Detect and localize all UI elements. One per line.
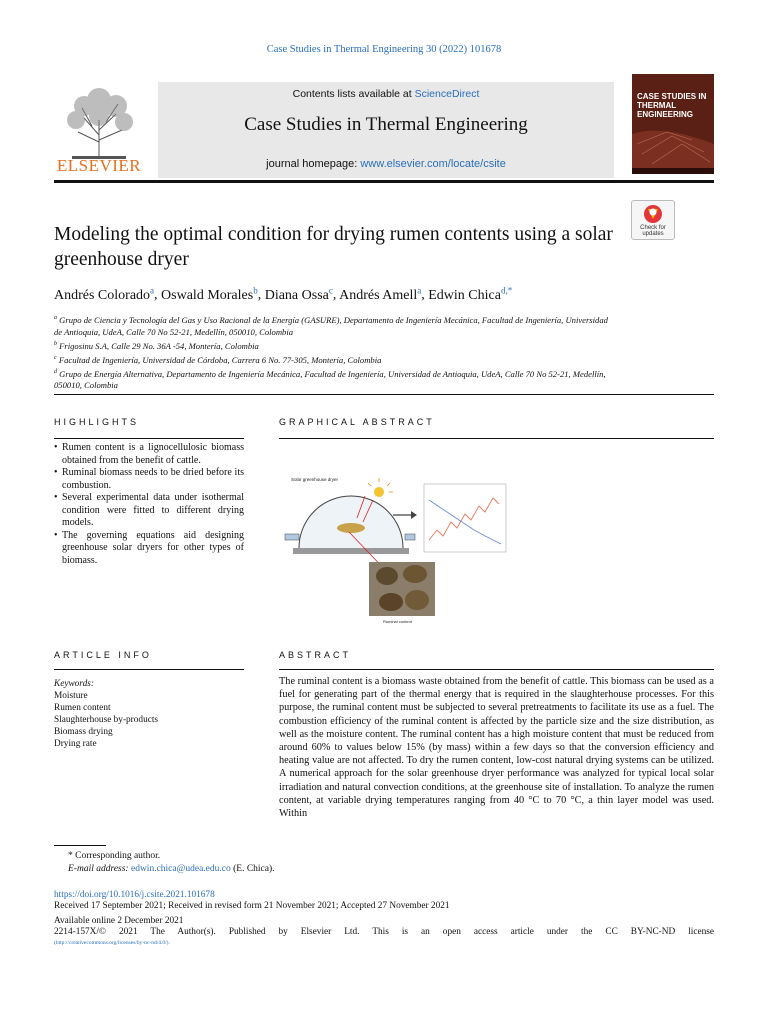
- keyword: Drying rate: [54, 739, 97, 749]
- section-rule: [54, 394, 714, 395]
- author[interactable]: Edwin Chica$^{d,*}$: [428, 285, 513, 303]
- highlight-item: • Ruminal biomass needs to be dried before its combustion.: [54, 467, 244, 492]
- highlight-item: • Several experimental data under isothermal condition were fitted to different drying models.: [54, 492, 244, 530]
- article-info-heading: ARTICLE INFO: [54, 650, 152, 660]
- affiliation: $^b$ Frigosinu S.A, Calle 29 No. 36A -54, Montería, Colombia: [54, 340, 259, 351]
- journal-masthead: [54, 74, 714, 178]
- keyword: Slaughterhouse by-products: [54, 715, 159, 725]
- article-info: [54, 678, 244, 750]
- abstract-rule: [279, 669, 714, 670]
- publication-info: [54, 890, 714, 949]
- rumen-content-photo: [369, 562, 435, 624]
- author[interactable]: Oswald Morales$^b$: [161, 285, 258, 303]
- keywords-label: Keywords:: [54, 679, 94, 689]
- affiliation: $^d$ Grupo de Energía Alternativa, Departamento de Ingeniería Mecánica, Facultad de Ingeniería, Universidad de Antioquia, UdeA, Calle 70 No 52-21, Medellín, 050010, Colombia: [54, 368, 606, 391]
- author-affiliation-mark: c: [328, 285, 333, 295]
- affiliation: $^c$ Facultad de Ingeniería, Universidad de Córdoba, Carrera 6 No. 77-305, Montería, Colombia: [54, 354, 382, 365]
- article-info-rule: [54, 669, 244, 670]
- check-for-updates-button[interactable]: [631, 200, 675, 240]
- journal-cover-image[interactable]: [632, 74, 714, 174]
- footnote: [68, 850, 275, 876]
- homepage-line: [158, 158, 614, 170]
- keyword: Moisture: [54, 691, 88, 701]
- header-rule: [54, 180, 714, 183]
- license-statement: 2214-157X/© 2021 The Author(s). Published by Elsevier Ltd. This is an open access article under the CC BY-NC-ND license: [54, 927, 714, 937]
- journal-reference[interactable]: Case Studies in Thermal Engineering 30 (2022) 101678: [266, 44, 502, 55]
- highlight-item: • The governing equations aid designing greenhouse solar dryers for other types of biomass.: [54, 530, 244, 568]
- affiliations: [54, 312, 614, 391]
- email-link[interactable]: edwin.chica@udea.edu.co: [130, 864, 231, 874]
- highlights-list: [54, 442, 244, 567]
- author[interactable]: Andrés Amell$^a$: [339, 285, 422, 303]
- highlights-heading: HIGHLIGHTS: [54, 417, 140, 427]
- graphical-abstract-rule: [279, 438, 714, 439]
- abstract-text: The ruminal content is a biomass waste obtained from the benefit of cattle. This biomass can be used as a fuel for generating part of the thermal energy that is required in the slaughterhouse processes. For this purpose, the ruminal content must be subjected to several pretreatments to facilitate its use as a fuel. The combustion efficiency of the ruminal content is affected by the particle size and the size distribution, as well as the moisture content. The ruminal content has a high moisture content that must be reduced from around 60% to values below 15% (by mass) within a few days so that the conversion efficiency and heating value are not affected. To dry the rumen content, low-cost natural drying systems can be utilized. A numerical approach for the solar greenhouse dryer performance was analyzed for typical local solar irradiation and natural convection conditions, at the greenhouse site of installation. To analyze the rumen content, at variable drying temperatures ranging from 40 °C to 70 °C, a thin layer model was used. Within: [279, 676, 714, 820]
- cover-title: CASE STUDIES IN THERMAL ENGINEERING: [637, 92, 707, 119]
- license-link[interactable]: (http://creativecommons.org/licenses/by-nc-nd/4.0/).: [54, 940, 170, 946]
- sciencedirect-link[interactable]: ScienceDirect: [414, 88, 480, 100]
- check-updates-icon: [632, 201, 674, 227]
- received-dates: Received 17 September 2021; Received in revised form 21 November 2021; Accepted 27 November 2021: [54, 901, 450, 911]
- elsevier-wordmark: ELSEVIER: [56, 156, 142, 175]
- check-updates-label: Check for updates: [640, 225, 666, 237]
- graphical-abstract-heading: GRAPHICAL ABSTRACT: [279, 417, 435, 427]
- diagram-title: Solar greenhouse dryer: [291, 477, 339, 482]
- keyword: Rumen content: [54, 703, 111, 713]
- keyword: Biomass drying: [54, 727, 113, 737]
- photo-caption: Ruminal content: [383, 619, 412, 624]
- abstract-heading: ABSTRACT: [279, 650, 352, 660]
- author-list: Andrés Colorado$^a$, Oswald Morales$^b$, Diana Ossa$^c$, Andrés Amell$^a$, Edwin Chica$^{d,*}$: [54, 285, 513, 303]
- highlights-rule: [54, 438, 244, 439]
- graphical-abstract-image: [279, 470, 514, 625]
- author[interactable]: Andrés Colorado$^a$: [54, 285, 155, 303]
- highlight-item: • Rumen content is a lignocellulosic biomass obtained from the benefit of cattle.: [54, 442, 244, 467]
- article-title: Modeling the optimal condition for drying rumen contents using a solar greenhouse dryer: [54, 224, 613, 270]
- homepage-prefix: journal homepage:: [266, 158, 361, 170]
- masthead-center-panel: [158, 82, 614, 178]
- footnote-rule: [54, 845, 106, 846]
- author[interactable]: Diana Ossa$^c$: [264, 285, 333, 303]
- contents-line: [158, 88, 614, 100]
- homepage-link[interactable]: www.elsevier.com/locate/csite: [360, 158, 506, 170]
- contents-prefix: Contents lists available at: [292, 88, 415, 100]
- corresponding-author-note: * Corresponding author.: [68, 851, 161, 861]
- author-affiliation-mark: a: [417, 285, 422, 295]
- doi-link[interactable]: https://doi.org/10.1016/j.csite.2021.101678: [54, 890, 215, 900]
- author-affiliation-mark: b: [253, 285, 258, 295]
- graphical-abstract-figure[interactable]: [279, 470, 514, 625]
- email-line: E-mail address: edwin.chica@udea.edu.co (E. Chica).: [68, 864, 275, 874]
- affiliation: $^a$ Grupo de Ciencia y Tecnología del Gas y Uso Racional de la Energía (GASURE), Departamento de Ingeniería Mecánica, Facultad de Ingeniería, Universidad de Antioquia, UdeA, Calle 70 No 52-21, Medellín, 050010, Colombia: [54, 314, 608, 337]
- available-online: Available online 2 December 2021: [54, 916, 184, 926]
- cover-art: [632, 74, 714, 174]
- temperature-moisture-plot: [424, 484, 506, 552]
- journal-title: Case Studies in Thermal Engineering: [244, 114, 528, 135]
- author-affiliation-mark: d,*: [500, 285, 513, 295]
- author-affiliation-mark: a: [150, 285, 155, 295]
